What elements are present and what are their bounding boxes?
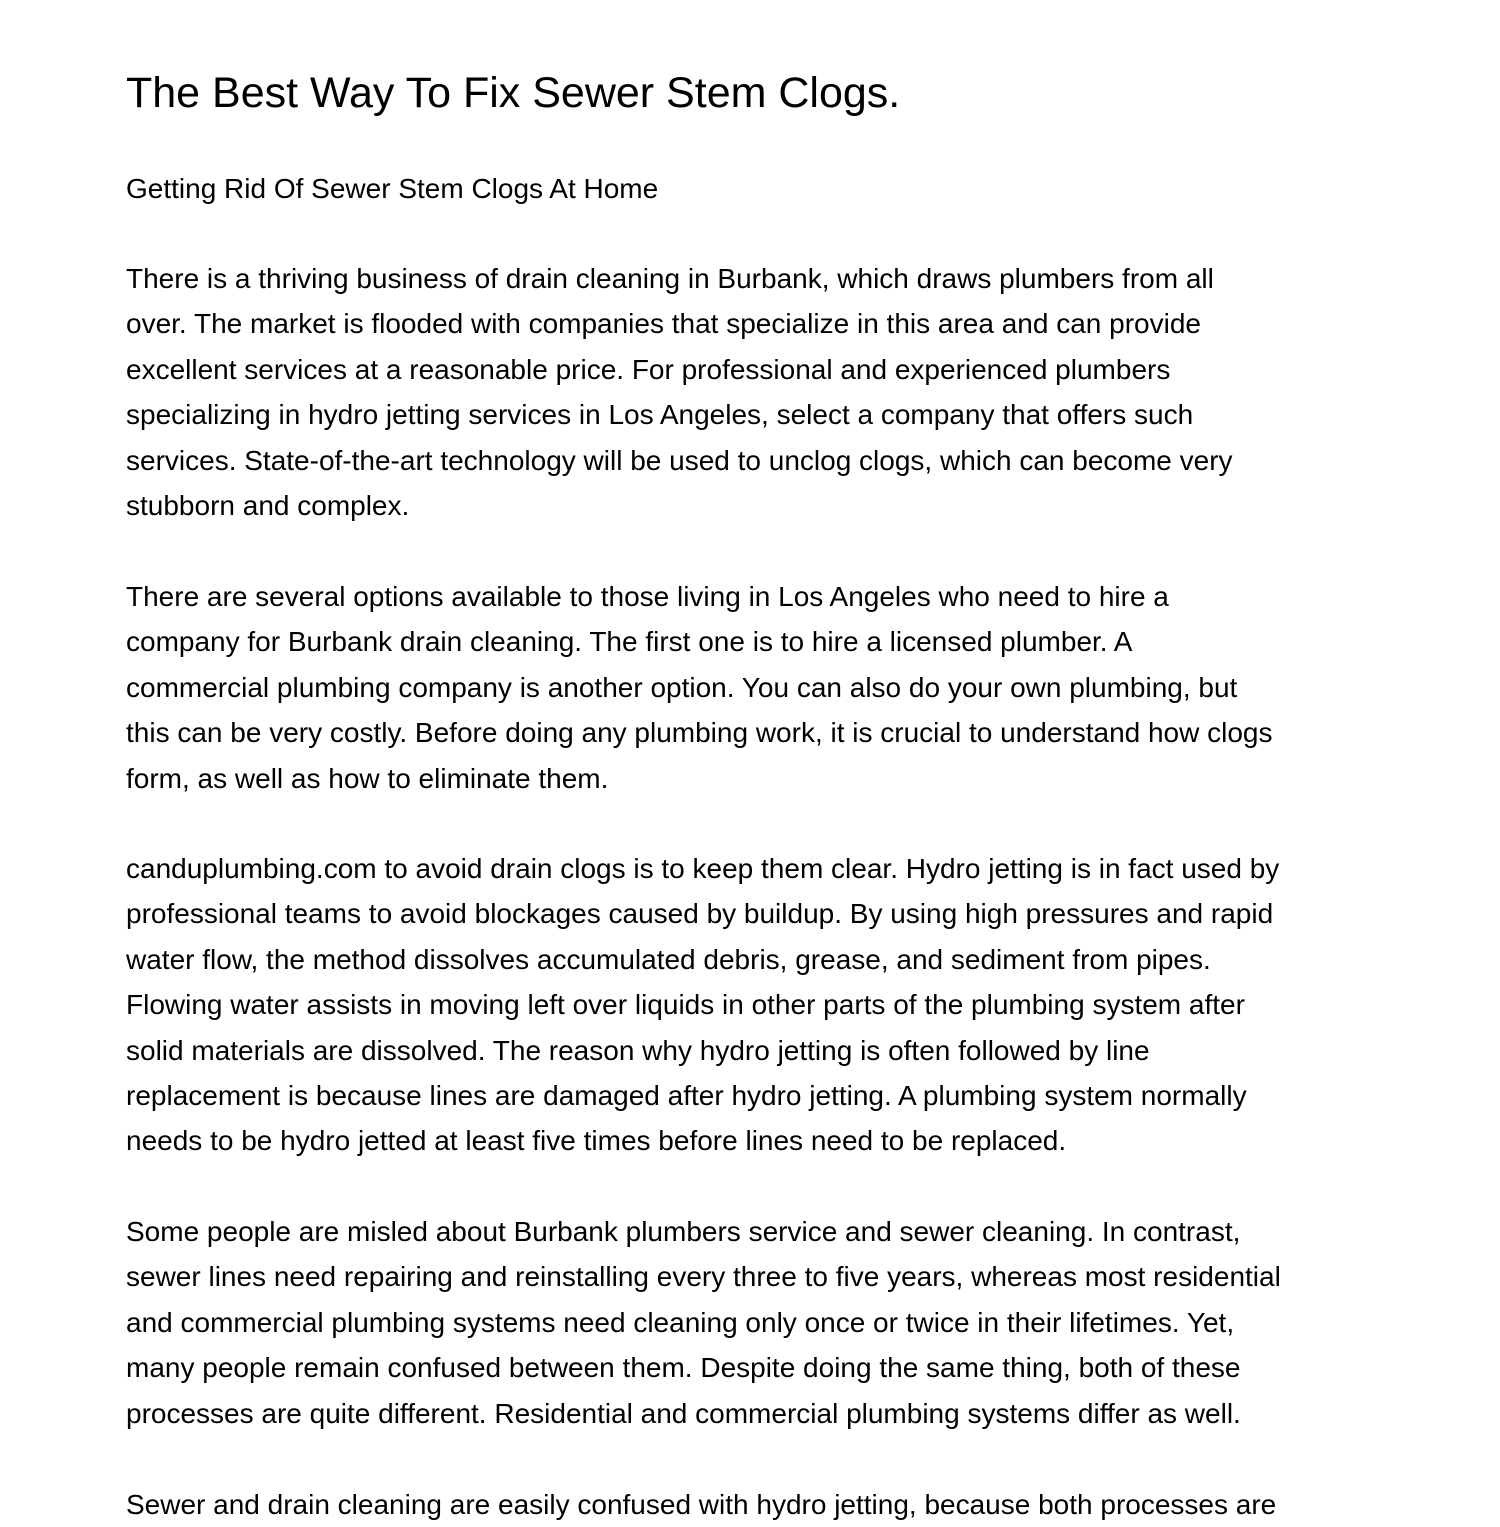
paragraph-3 bbox=[126, 846, 1279, 1164]
paragraph-line: over. The market is flooded with companies that specialize in this area and can provide bbox=[126, 308, 1201, 340]
paragraph-4 bbox=[126, 1209, 1281, 1436]
paragraph-line: stubborn and complex. bbox=[126, 490, 410, 522]
paragraph-line: services. State-of-the-art technology will be used to unclog clogs, which can become very bbox=[126, 444, 1233, 476]
paragraph-line: company for Burbank drain cleaning. The first one is to hire a licensed plumber. A bbox=[126, 626, 1133, 658]
paragraph-line: needs to be hydro jetted at least five times before lines need to be replaced. bbox=[126, 1125, 1067, 1157]
paragraph-5 bbox=[126, 1482, 1276, 1527]
paragraph-line: and commercial plumbing systems need cleaning only once or twice in their lifetimes. Yet, bbox=[126, 1306, 1235, 1338]
paragraph-line: canduplumbing.com to avoid drain clogs is to keep them clear. Hydro jetting is in fact used by bbox=[126, 853, 1280, 884]
paragraph-line: replacement is because lines are damaged after hydro jetting. A plumbing system normally bbox=[126, 1080, 1247, 1112]
document-title: The Best Way To Fix Sewer Stem Clogs. bbox=[126, 69, 901, 117]
paragraph-line: water flow, the method dissolves accumulated debris, grease, and sediment from pipes. bbox=[126, 943, 1211, 975]
paragraph-line: sewer lines need repairing and reinstalling every three to five years, whereas most residential bbox=[126, 1261, 1281, 1293]
paragraph-line: There is a thriving business of drain cleaning in Burbank, which draws plumbers from all bbox=[126, 263, 1214, 294]
paragraph-line: solid materials are dissolved. The reason why hydro jetting is often followed by line bbox=[126, 1034, 1150, 1066]
paragraph-2 bbox=[126, 574, 1273, 801]
paragraph-1 bbox=[126, 256, 1233, 528]
paragraph-line: Some people are misled about Burbank plumbers service and sewer cleaning. In contrast, bbox=[126, 1216, 1241, 1247]
paragraph-line: There are several options available to those living in Los Angeles who need to hire a bbox=[126, 581, 1169, 612]
paragraph-line: form, as well as how to eliminate them. bbox=[126, 762, 609, 794]
document-subtitle: Getting Rid Of Sewer Stem Clogs At Home bbox=[126, 173, 659, 204]
paragraph-line: specializing in hydro jetting services in Los Angeles, select a company that offers such bbox=[126, 399, 1194, 431]
paragraph-line: excellent services at a reasonable price. For professional and experienced plumbers bbox=[126, 353, 1171, 385]
paragraph-line: Sewer and drain cleaning are easily confused with hydro jetting, because both processes are bbox=[126, 1489, 1277, 1520]
paragraph-line: many people remain confused between them. Despite doing the same thing, both of these bbox=[126, 1352, 1241, 1384]
paragraph-line: this can be very costly. Before doing any plumbing work, it is crucial to understand how clogs bbox=[126, 717, 1273, 749]
paragraph-line: Flowing water assists in moving left over liquids in other parts of the plumbing system after bbox=[126, 989, 1245, 1021]
paragraph-line: commercial plumbing company is another option. You can also do your own plumbing, but bbox=[126, 671, 1238, 703]
paragraph-line: processes are quite different. Residential and commercial plumbing systems differ as well. bbox=[126, 1397, 1241, 1429]
paragraph-line: professional teams to avoid blockages caused by buildup. By using high pressures and rapid bbox=[126, 898, 1274, 930]
